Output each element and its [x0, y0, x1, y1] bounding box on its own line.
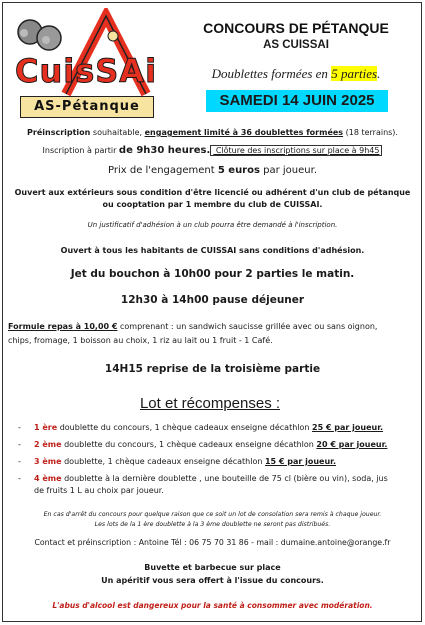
reprise-line: 14H15 reprise de la troisième partie: [104, 363, 321, 375]
club-name: AS CUISSAI: [263, 39, 329, 51]
lots-heading: Lot et récompenses :: [139, 395, 281, 412]
consolation-note-2: Les lots de la 1 ère doublette à la 3 ème doublette ne seront pas distribués.: [94, 521, 331, 528]
repas-line-2: chips, fromage, 1 boisson au choix, 1 riz au lait ou 1 fruit - 1 Café.: [8, 336, 273, 345]
exterieurs-line-1: Ouvert aux extérieurs sous condition d'être licencié ou adhérent d'un club de pétanque: [14, 188, 411, 197]
consolation-note-1: En cas d'arrêt du concours pour quelque raison que ce soit un lot de consolation sera remis à chaque joueur.: [43, 511, 382, 518]
format-line: Doublettes formées en 5 parties.: [211, 66, 381, 81]
inscription-line: Inscription à partir de 9h30 heures. Clôture des inscriptions sur place à 9h45: [8, 145, 417, 156]
repas-line-1: Formule repas à 10,00 € comprenant : un sandwich saucisse grillée avec ou sans oignon,: [8, 322, 378, 331]
aperitif-line: Un apéritif vous sera offert à l'issue du concours.: [101, 576, 324, 585]
logo-subtitle: AS-Pétanque: [20, 96, 154, 118]
event-date: SAMEDI 14 JUIN 2025: [206, 90, 388, 112]
bouchon-line: Jet du bouchon à 10h00 pour 2 parties le matin.: [70, 268, 355, 280]
justificatif-note: Un justificatif d'adhésion à un club pourra être demandé à l'inscription.: [87, 221, 338, 229]
alcohol-warning: L'abus d'alcool est dangereux pour la santé à consommer avec modération.: [52, 601, 373, 610]
habitants-line: Ouvert à tous les habitants de CUISSAI sans conditions d'adhésion.: [60, 246, 365, 255]
contact-line: Contact et préinscription : Antoine Tél : 06 75 70 31 86 - mail : dumaine.antoine@orange.fr: [34, 538, 391, 547]
page-title: CONCOURS DE PÉTANQUE: [203, 20, 389, 36]
club-logo: [6, 8, 166, 116]
price-line: Prix de l'engagement 5 euros par joueur.: [108, 165, 317, 176]
buvette-line: Buvette et barbecue sur place: [144, 563, 281, 572]
logo-wordmark: CuisSAi: [14, 52, 158, 90]
exterieurs-line-2: ou cooptation par 1 membre du club de CUISSAI.: [102, 200, 323, 209]
pause-line: 12h30 à 14h00 pause déjeuner: [120, 294, 305, 306]
format-highlight: 5 parties: [331, 66, 378, 81]
preinscription-line: Préinscription souhaitable, engagement limité à 36 doublettes formées (18 terrains).: [27, 128, 398, 137]
